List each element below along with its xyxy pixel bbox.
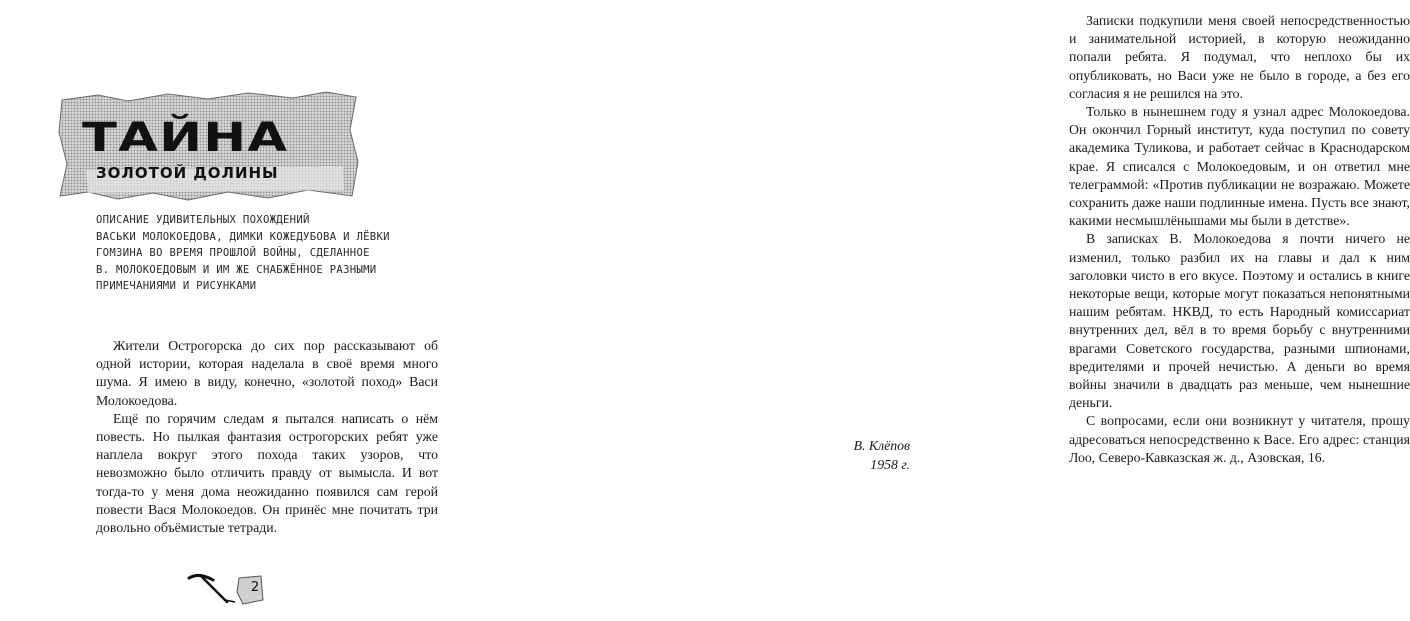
signature-name: В. Клёпов [853, 438, 910, 453]
paragraph: Жители Острогорска до сих пор рассказывают об одной истории, которая наделала в своё время много шума. Я имею в виду, конечно, «золотой поход» Васи Молокоедова. [96, 338, 438, 408]
paragraph: Записки подкупили меня своей непосредственностью и занимательной историей, в которую неожиданно попали ребята. Я подумал, что неплохо бы их опубликовать, но Васи уже не было в городе, а без его согласия я не решился на это. [1069, 13, 1410, 101]
page-number: 2 [250, 580, 260, 595]
right-page [500, 0, 1410, 621]
paragraph: С вопросами, если они возникнут у читателя, прошу адресоваться непосредственно к Васе. Его адрес: станция Лоо, Северо-Кавказская ж. д., Азовская, 16. [1069, 413, 1410, 465]
book-subtitle [96, 212, 416, 295]
signature [854, 437, 910, 474]
right-body-text [1069, 12, 1410, 467]
subtitle-line: ПРИМЕЧАНИЯМИ И РИСУНКАМИ [96, 280, 257, 292]
paragraph: В записках В. Молокоедова я почти ничего не изменил, только разбил их на главы и дал к ним заголовки чисто в его вкусе. Поэтому и остались в книге некоторые вещи, которые могут показаться непонятными нашим ребятам. НКВД, то есть Народный комиссариат внутренних дел, вёл в то время борьбу с внутренними врагами Советского государства, разными шпионами, вредителями и прочей нечистью. А деньги во время войны значили в двадцать раз меньше, чем нынешние деньги. [1069, 231, 1410, 411]
signature-year: 1958 г. [870, 456, 910, 472]
left-body-text [96, 337, 438, 537]
subtitle-line: ГОМЗИНА ВО ВРЕМЯ ПРОШЛОЙ ВОЙНЫ, СДЕЛАННОЕ [96, 247, 370, 259]
paragraph: Ещё по горячим следам я пытался написать о нём повесть. Но пылкая фантазия острогорских ребят уже наплела вокруг этого похода таких узоров, что невозможно было отличить правду от вымысла. И вот тогда-то у меня дома неожиданно появился сам герой повести Вася Молокоедов. Он принёс мне почитать три довольно объёмистые тетради. [96, 410, 438, 536]
subtitle-line: В. МОЛОКОЕДОВЫМ И ИМ ЖЕ СНАБЖЁННОЕ РАЗНЫМИ [96, 263, 377, 276]
subtitle-line: ВАСЬКИ МОЛОКОЕДОВА, ДИМКИ КОЖЕДУБОВА И ЛЁВКИ [96, 230, 390, 243]
subtitle-line: ОПИСАНИЕ УДИВИТЕЛЬНЫХ ПОХОЖДЕНИЙ [96, 214, 310, 226]
left-page [0, 0, 500, 621]
book-title-sub: ЗОЛОТОЙ ДОЛИНЫ [96, 164, 279, 182]
paragraph: Только в нынешнем году я узнал адрес Молокоедова. Он окончил Горный институт, куда поступил по совету академика Туликова, и работает сейчас в Краснодарском крае. Я списался с Молокоедовым, и он ответил мне телеграммой: «Против публикации не возражаю. Можете сохранить даже наши подлинные имена. Пусть все знают, какими несмышлёнышами мы были в детстве». [1069, 104, 1410, 229]
book-title: ТАЙНА [82, 115, 289, 161]
